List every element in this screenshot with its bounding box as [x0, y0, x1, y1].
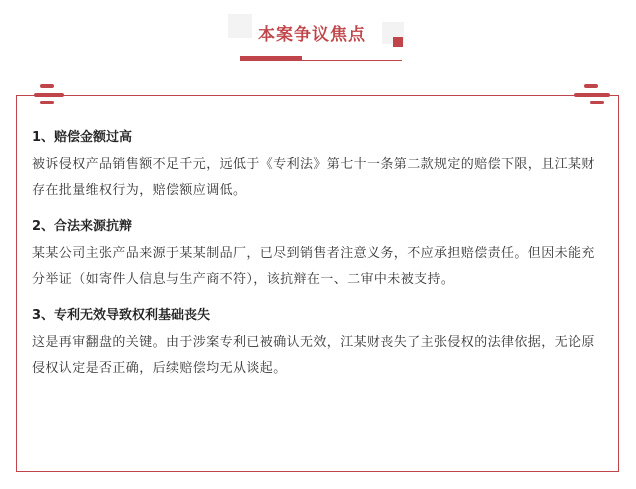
focus-point-2 [32, 217, 604, 293]
focus-point-title: 2、合法来源抗辩 [32, 219, 133, 234]
focus-point-3 [32, 306, 604, 382]
header-banner [0, 0, 636, 70]
focus-point-title: 1、赔偿金额过高 [32, 130, 133, 145]
title-underline-thin [240, 60, 402, 61]
frame-decoration-right-middle [574, 93, 610, 97]
focus-point-body: 这是再审翻盘的关键。由于涉案专利已被确认无效，江某财丧失了主张侵权的法律依据，无论原侵权认定是否正确，后续赔偿均无从谈起。 [32, 335, 595, 376]
focus-point-1 [32, 128, 604, 204]
title-decoration-square [393, 37, 403, 47]
frame-decoration-left-middle [34, 93, 64, 97]
focus-point-body: 被诉侵权产品销售额不足千元，远低于《专利法》第七十一条第二款规定的赔偿下限，且江某财存在批量维权行为，赔偿额应调低。 [32, 157, 595, 198]
focus-point-body: 某某公司主张产品来源于某某制品厂，已尽到销售者注意义务，不应承担赔偿责任。但因未能充分举证（如寄件人信息与生产商不符），该抗辩在一、二审中未被支持。 [32, 246, 595, 287]
frame-decoration-right-bottom [590, 101, 604, 104]
focus-points-list [32, 128, 604, 382]
frame-decoration-left-top [40, 84, 54, 88]
focus-point-title: 3、专利无效导致权利基础丧失 [32, 308, 211, 323]
frame-decoration-left-bottom [40, 101, 54, 104]
frame-decoration-right-top [584, 84, 598, 88]
page-title: 本案争议焦点 [258, 25, 366, 45]
